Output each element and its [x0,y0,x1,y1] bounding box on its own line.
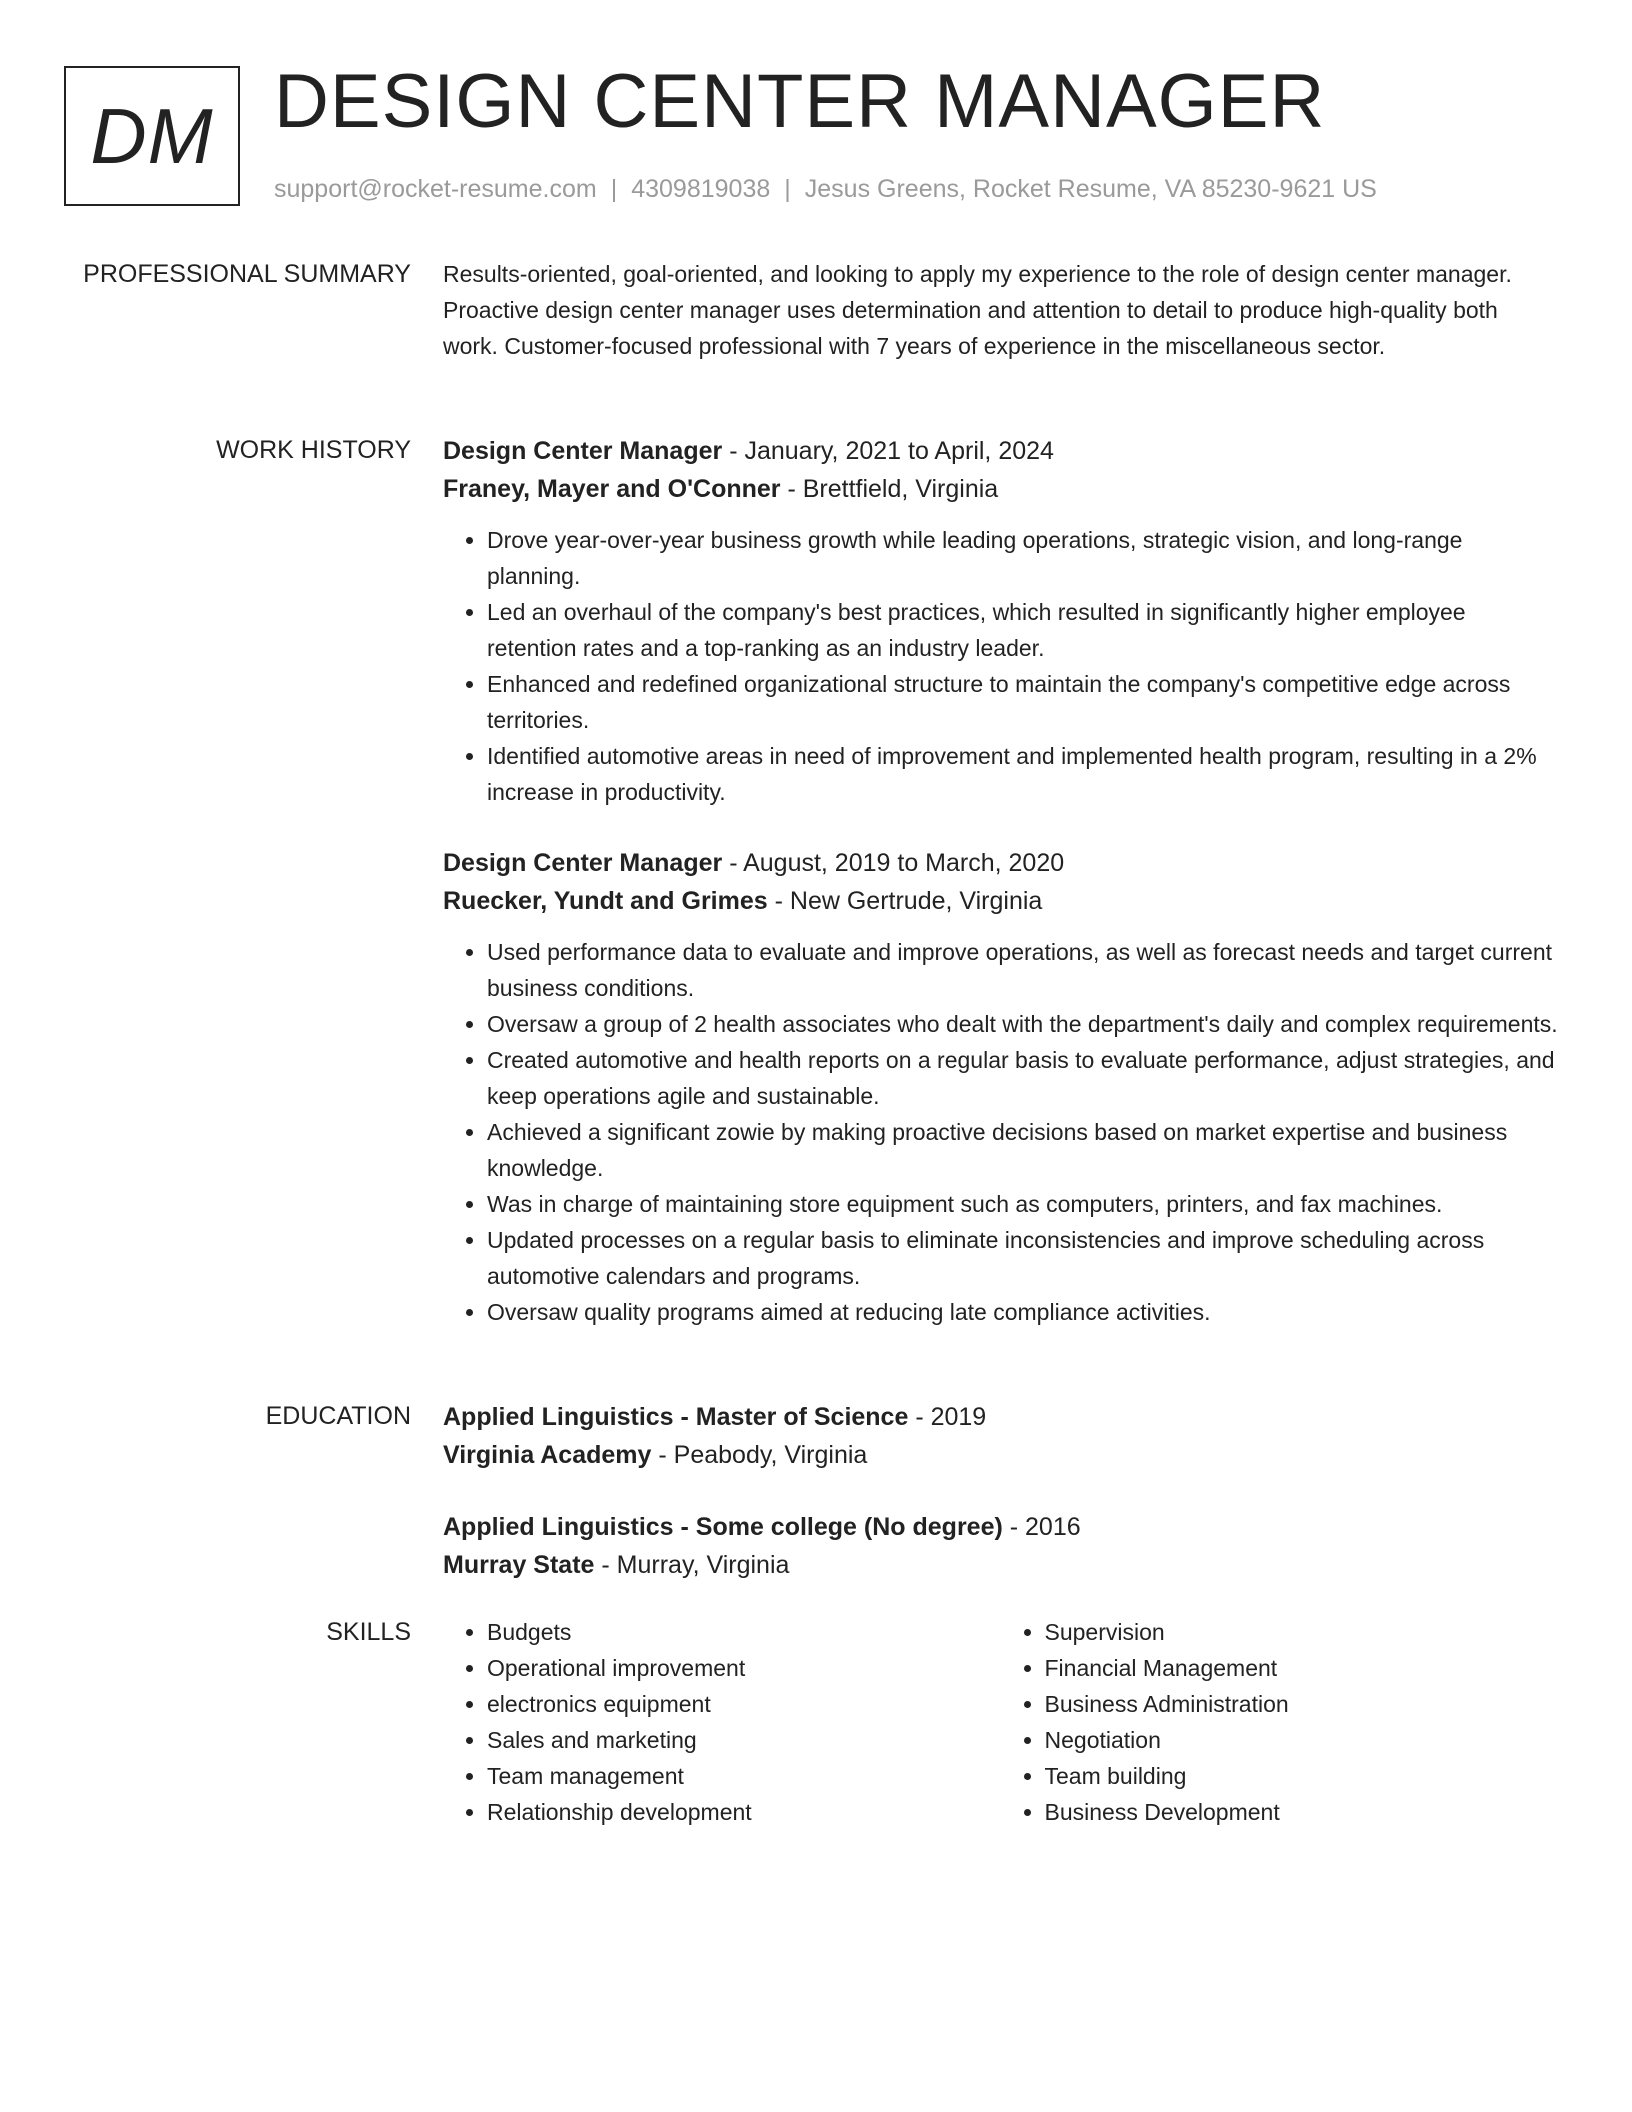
degree-name: Applied Linguistics - Master of Science [443,1403,909,1431]
job-bullet: • Drove year-over-year business growth while leading operations, strategic vision, and long-range planning. [487,522,1558,594]
skills-column-right [1001,1614,1559,1830]
work-history-body [443,432,1558,1330]
job-bullet: • Oversaw a group of 2 health associates who dealt with the department's daily and complex requirements. [487,1006,1558,1042]
job-company: Franey, Mayer and O'Conner [443,475,781,503]
degree-name: Applied Linguistics - Some college (No degree) [443,1513,1003,1541]
monogram-box [64,66,240,206]
job-company-line [443,882,1558,920]
summary-text: Results-oriented, goal-oriented, and looking to apply my experience to the role of design center manager. Proactive design center manager uses determination and attention to detail to produce high-quality both work. Customer-focused professional with 7 years of experience in the miscellaneous sector. [443,261,1512,359]
skill-item: • Negotiation [1045,1722,1559,1758]
summary-heading: PROFESSIONAL SUMMARY [83,260,411,288]
education-heading: EDUCATION [265,1402,411,1430]
contact-email[interactable]: support@rocket-resume.com [274,175,597,203]
school-name: Virginia Academy [443,1441,652,1469]
skill-item: • Financial Management [1045,1650,1559,1686]
job-company: Ruecker, Yundt and Grimes [443,887,768,915]
education-entry [443,1398,1558,1474]
skill-item: • electronics equipment [487,1686,1001,1722]
job-company-line [443,470,1558,508]
job-title-line [443,844,1558,882]
education-entry [443,1508,1558,1584]
school-line [443,1546,1558,1584]
skills-heading: SKILLS [326,1618,411,1646]
skills-column-left [443,1614,1001,1830]
degree-year: - 2019 [908,1403,987,1431]
job-dates: - January, 2021 to April, 2024 [722,437,1054,465]
monogram-initials: DM [90,91,214,180]
job-title: Design Center Manager [443,849,723,877]
education-body [443,1398,1558,1584]
job-bullet: • Led an overhaul of the company's best practices, which resulted in significantly higher employee retention rates and a top-ranking as an industry leader. [487,594,1558,666]
job-bullets [443,934,1558,1330]
degree-line [443,1508,1558,1546]
skill-item: • Relationship development [487,1794,1001,1830]
job-bullet: • Identified automotive areas in need of improvement and implemented health program, resulting in a 2% increase in productivity. [487,738,1558,810]
contact-line [274,174,1377,204]
school-name: Murray State [443,1551,595,1579]
job-bullet: • Enhanced and redefined organizational structure to maintain the company's competitive edge across territories. [487,666,1558,738]
job-bullet: • Achieved a significant zowie by making proactive decisions based on market expertise and business knowledge. [487,1114,1558,1186]
skills-body [443,1614,1558,1830]
job-bullet: • Was in charge of maintaining store equipment such as computers, printers, and fax machines. [487,1186,1558,1222]
job-bullet: • Created automotive and health reports on a regular basis to evaluate performance, adjust strategies, and keep operations agile and sustainable. [487,1042,1558,1114]
skills-grid [443,1614,1558,1830]
job-bullet: • Updated processes on a regular basis to eliminate inconsistencies and improve scheduling across automotive calendars and programs. [487,1222,1558,1294]
work-history-heading: WORK HISTORY [216,436,411,464]
job-bullets [443,522,1558,810]
job-entry [443,844,1558,1330]
job-entry [443,432,1558,810]
resume-title: DESIGN CENTER MANAGER [274,59,1326,144]
skill-item: • Supervision [1045,1614,1559,1650]
job-location: - New Gertrude, Virginia [767,887,1043,915]
summary-body [443,256,1558,364]
degree-line [443,1398,1558,1436]
skill-item: • Business Development [1045,1794,1559,1830]
contact-phone[interactable]: 4309819038 [631,175,771,203]
contact-separator: | [784,175,791,203]
contact-separator: | [610,175,618,203]
skill-item: • Sales and marketing [487,1722,1001,1758]
degree-year: - 2016 [1002,1513,1081,1541]
skill-item: • Budgets [487,1614,1001,1650]
school-location: - Murray, Virginia [594,1551,790,1579]
job-title-line [443,432,1558,470]
job-location: - Brettfield, Virginia [780,475,999,503]
school-location: - Peabody, Virginia [651,1441,868,1469]
school-line [443,1436,1558,1474]
skill-item: • Team building [1045,1758,1559,1794]
job-title: Design Center Manager [443,437,723,465]
job-dates: - August, 2019 to March, 2020 [722,849,1065,877]
job-bullet: • Oversaw quality programs aimed at reducing late compliance activities. [487,1294,1558,1330]
job-bullet: • Used performance data to evaluate and improve operations, as well as forecast needs and target current business conditions. [487,934,1558,1006]
skill-item: • Operational improvement [487,1650,1001,1686]
skill-item: • Team management [487,1758,1001,1794]
skill-item: • Business Administration [1045,1686,1559,1722]
contact-address: Jesus Greens, Rocket Resume, VA 85230-9621 US [804,175,1377,203]
